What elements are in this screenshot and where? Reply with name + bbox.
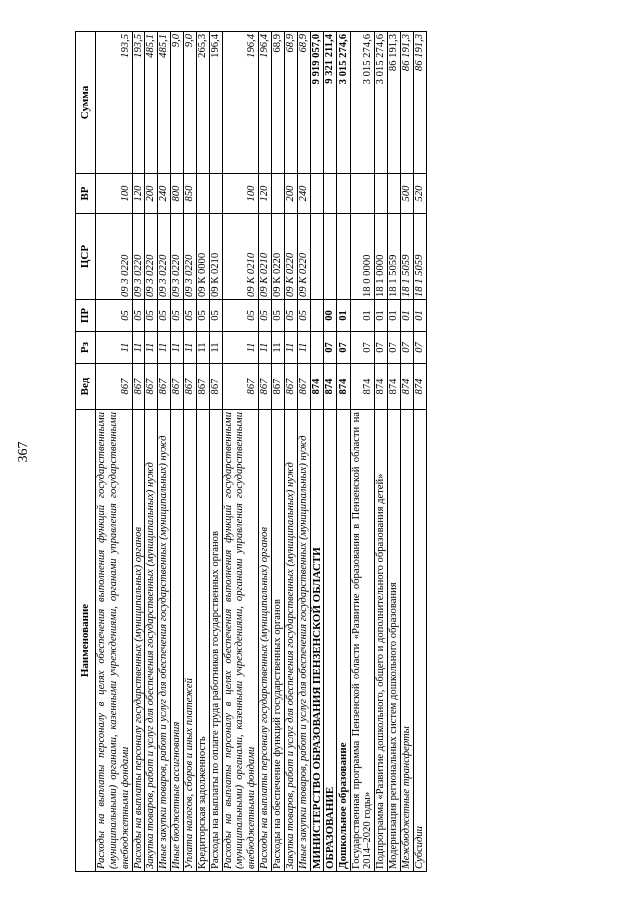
row-pr: 05	[284, 300, 297, 332]
row-sum: 193,5	[132, 32, 145, 174]
row-rz: 07	[413, 332, 426, 364]
row-ved: 867	[209, 364, 222, 410]
table-row	[196, 32, 209, 872]
table-row	[132, 32, 145, 872]
row-vr: 240	[158, 174, 171, 214]
row-pr: 05	[259, 300, 272, 332]
header-ved: Вед	[76, 364, 96, 410]
row-sum: 265,3	[196, 32, 209, 174]
row-rz: 07	[350, 332, 375, 364]
row-name: Иные закупки товаров, работ и услуг для обеспечения государственных (муниципальных) нужд	[297, 410, 310, 872]
row-rz: 07	[323, 332, 336, 364]
row-pr: 05	[158, 300, 171, 332]
row-rz: 11	[222, 332, 259, 364]
row-pr: 01	[337, 300, 350, 332]
row-rz: 11	[132, 332, 145, 364]
table-row	[259, 32, 272, 872]
row-csr: 09 3 0220	[171, 214, 184, 300]
table-row	[184, 32, 197, 872]
table-header-row	[76, 32, 96, 872]
row-name: Кредиторская задолженность	[196, 410, 209, 872]
row-rz: 11	[145, 332, 158, 364]
table-row	[297, 32, 310, 872]
header-pr: ПР	[76, 300, 96, 332]
row-csr	[323, 214, 336, 300]
row-rz: 11	[158, 332, 171, 364]
row-name: Расходы на выплаты по оплате труда работников государственных органов	[209, 410, 222, 872]
row-sum: 68,9	[272, 32, 285, 174]
row-name: Межбюджетные трансферты	[400, 410, 413, 872]
row-name: Модернизация региональных систем дошкольного образования	[388, 410, 401, 872]
row-rz: 11	[184, 332, 197, 364]
row-rz: 11	[284, 332, 297, 364]
row-sum: 3 015 274,6	[375, 32, 388, 174]
row-ved: 874	[413, 364, 426, 410]
row-vr	[388, 174, 401, 214]
row-sum: 68,9	[284, 32, 297, 174]
row-csr: 09 К 0210	[222, 214, 259, 300]
table-row	[209, 32, 222, 872]
row-name: Расходы на выплаты персоналу в целях обеспечения выполнения функций государственными (муниципальными) органами, казенными учреждениями, органами управления государственными внебюджетными фондами	[96, 410, 133, 872]
table-row	[96, 32, 133, 872]
row-name: Иные закупки товаров, работ и услуг для обеспечения государственных (муниципальных) нужд	[158, 410, 171, 872]
row-sum: 9 919 057,0	[310, 32, 323, 174]
row-csr: 09 3 0220	[96, 214, 133, 300]
table-row	[375, 32, 388, 872]
row-ved: 867	[222, 364, 259, 410]
row-sum: 86 191,3	[388, 32, 401, 174]
row-sum: 196,4	[209, 32, 222, 174]
row-sum: 9 321 211,4	[323, 32, 336, 174]
row-name: Расходы на выплаты персоналу государственных (муниципальных) органов	[259, 410, 272, 872]
row-rz: 07	[337, 332, 350, 364]
row-ved: 867	[196, 364, 209, 410]
row-rz	[310, 332, 323, 364]
row-name: Расходы на выплаты персоналу государственных (муниципальных) органов	[132, 410, 145, 872]
row-name: ОБРАЗОВАНИЕ	[323, 410, 336, 872]
row-ved: 867	[284, 364, 297, 410]
row-pr: 05	[96, 300, 133, 332]
row-sum: 193,5	[96, 32, 133, 174]
row-rz: 11	[297, 332, 310, 364]
header-csr: ЦСР	[76, 214, 96, 300]
row-csr: 09 3 0220	[184, 214, 197, 300]
row-vr: 240	[297, 174, 310, 214]
row-pr: 01	[388, 300, 401, 332]
row-pr: 05	[132, 300, 145, 332]
row-ved: 874	[337, 364, 350, 410]
row-pr: 05	[272, 300, 285, 332]
table-row	[323, 32, 336, 872]
row-vr: 520	[413, 174, 426, 214]
row-name: Субсидии	[413, 410, 426, 872]
row-rz: 07	[388, 332, 401, 364]
row-ved: 874	[400, 364, 413, 410]
table-row	[272, 32, 285, 872]
row-rz: 07	[400, 332, 413, 364]
row-pr: 05	[171, 300, 184, 332]
row-pr	[310, 300, 323, 332]
row-pr: 00	[323, 300, 336, 332]
row-vr: 120	[132, 174, 145, 214]
row-rz: 11	[259, 332, 272, 364]
row-pr: 05	[297, 300, 310, 332]
table-row	[413, 32, 426, 872]
table-row	[158, 32, 171, 872]
table-row	[171, 32, 184, 872]
row-ved: 867	[272, 364, 285, 410]
table-row	[337, 32, 350, 872]
row-vr	[323, 174, 336, 214]
row-name: Дошкольное образование	[337, 410, 350, 872]
row-csr: 18 1 0000	[375, 214, 388, 300]
row-csr: 09 К 0210	[259, 214, 272, 300]
row-vr	[337, 174, 350, 214]
row-name: Иные бюджетные ассигнования	[171, 410, 184, 872]
row-ved: 867	[158, 364, 171, 410]
row-ved: 867	[259, 364, 272, 410]
row-csr: 09 К 0000	[196, 214, 209, 300]
row-csr: 18 1 5059	[413, 214, 426, 300]
row-sum: 86 191,3	[400, 32, 413, 174]
row-sum: 9,0	[171, 32, 184, 174]
row-name: Подпрограмма «Развитие дошкольного, общего и дополнительного образования детей»	[375, 410, 388, 872]
row-vr	[375, 174, 388, 214]
budget-table	[75, 31, 427, 872]
table-row	[284, 32, 297, 872]
row-vr	[310, 174, 323, 214]
row-ved: 867	[297, 364, 310, 410]
row-vr: 200	[284, 174, 297, 214]
row-sum: 68,9	[297, 32, 310, 174]
row-ved: 867	[171, 364, 184, 410]
row-pr: 05	[222, 300, 259, 332]
row-csr	[337, 214, 350, 300]
header-rz: Рз	[76, 332, 96, 364]
row-rz: 11	[209, 332, 222, 364]
row-pr: 05	[196, 300, 209, 332]
row-pr: 05	[184, 300, 197, 332]
row-ved: 867	[132, 364, 145, 410]
header-sum: Сумма	[76, 32, 96, 174]
row-sum: 485,1	[158, 32, 171, 174]
header-vr: ВР	[76, 174, 96, 214]
row-name: Закупка товаров, работ и услуг для обеспечения государственных (муниципальных) нужд	[145, 410, 158, 872]
table-row	[145, 32, 158, 872]
row-vr: 100	[222, 174, 259, 214]
row-csr: 09 3 0220	[158, 214, 171, 300]
table-row	[310, 32, 323, 872]
row-vr: 200	[145, 174, 158, 214]
row-rz: 11	[196, 332, 209, 364]
row-ved: 867	[96, 364, 133, 410]
row-sum: 485,1	[145, 32, 158, 174]
row-csr: 18 1 5059	[388, 214, 401, 300]
row-sum: 3 015 274,6	[337, 32, 350, 174]
row-name: Государственная программа Пензенской области «Развитие образования в Пензенской области на 2014–2020 годы»	[350, 410, 375, 872]
table-row	[222, 32, 259, 872]
row-vr: 800	[171, 174, 184, 214]
row-ved: 874	[310, 364, 323, 410]
row-pr: 01	[350, 300, 375, 332]
row-rz: 11	[272, 332, 285, 364]
row-ved: 867	[145, 364, 158, 410]
row-sum: 86 191,3	[413, 32, 426, 174]
budget-table-container	[75, 32, 575, 872]
row-rz: 07	[375, 332, 388, 364]
row-pr: 01	[400, 300, 413, 332]
row-name: МИНИСТЕРСТВО ОБРАЗОВАНИЯ ПЕНЗЕНСКОЙ ОБЛАСТИ	[310, 410, 323, 872]
row-name: Закупка товаров, работ и услуг для обеспечения государственных (муниципальных) нужд	[284, 410, 297, 872]
row-vr: 120	[259, 174, 272, 214]
table-row	[350, 32, 375, 872]
row-vr: 500	[400, 174, 413, 214]
row-ved: 874	[350, 364, 375, 410]
row-pr: 01	[375, 300, 388, 332]
row-csr: 09 3 0220	[145, 214, 158, 300]
row-csr: 09 К 0220	[284, 214, 297, 300]
header-name: Наименование	[76, 410, 96, 872]
row-rz: 11	[96, 332, 133, 364]
row-sum: 9,0	[184, 32, 197, 174]
row-csr: 18 0 0000	[350, 214, 375, 300]
row-vr	[272, 174, 285, 214]
row-ved: 874	[388, 364, 401, 410]
table-row	[400, 32, 413, 872]
row-csr: 18 1 5059	[400, 214, 413, 300]
row-vr	[209, 174, 222, 214]
row-csr: 09 К 0220	[297, 214, 310, 300]
table-row	[388, 32, 401, 872]
row-ved: 874	[375, 364, 388, 410]
row-ved: 874	[323, 364, 336, 410]
row-name: Расходы на обеспечение функций государственных органов	[272, 410, 285, 872]
row-rz: 11	[171, 332, 184, 364]
row-pr: 01	[413, 300, 426, 332]
row-csr	[310, 214, 323, 300]
row-csr: 09 К 0210	[209, 214, 222, 300]
row-pr: 05	[209, 300, 222, 332]
row-name: Уплата налогов, сборов и иных платежей	[184, 410, 197, 872]
row-pr: 05	[145, 300, 158, 332]
row-vr	[196, 174, 209, 214]
row-vr: 100	[96, 174, 133, 214]
row-vr	[350, 174, 375, 214]
row-vr: 850	[184, 174, 197, 214]
row-sum: 196,4	[259, 32, 272, 174]
row-csr: 09 К 0220	[272, 214, 285, 300]
row-sum: 196,4	[222, 32, 259, 174]
page-number: 367	[16, 441, 31, 463]
row-name: Расходы на выплаты персоналу в целях обеспечения выполнения функций государственными (муниципальными) органами, казенными учреждениями, органами управления государственными внебюджетными фондами	[222, 410, 259, 872]
row-csr: 09 3 0220	[132, 214, 145, 300]
row-ved: 867	[184, 364, 197, 410]
row-sum: 3 015 274,6	[350, 32, 375, 174]
